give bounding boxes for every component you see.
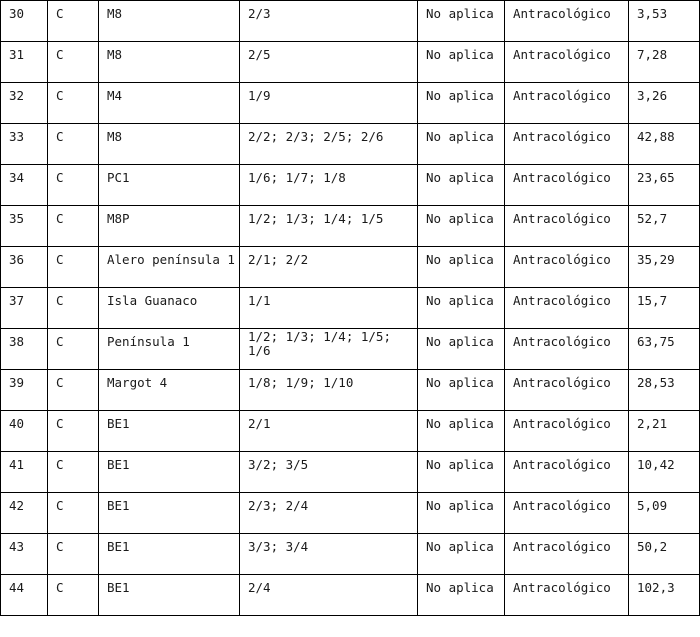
cell-num [1, 83, 48, 124]
cell-value [629, 370, 700, 411]
table-row [1, 575, 700, 616]
cell-analysis-text: Antracológico [513, 252, 611, 267]
cell-num [1, 452, 48, 493]
cell-value-text: 3,26 [637, 88, 668, 103]
cell-status-text: No aplica [426, 170, 494, 185]
table-row [1, 370, 700, 411]
cell-analysis [505, 452, 629, 493]
cell-status [418, 42, 505, 83]
cell-refs-text: 1/8; 1/9; 1/10 [248, 375, 354, 390]
cell-num-text: 42 [9, 498, 25, 513]
cell-refs-text: 2/1; 2/2 [248, 252, 309, 267]
cell-site [99, 165, 240, 206]
cell-refs-text: 2/4 [248, 580, 271, 595]
cell-value [629, 452, 700, 493]
cell-status [418, 288, 505, 329]
cell-refs-text: 2/5 [248, 47, 271, 62]
cell-value [629, 575, 700, 616]
table-row [1, 165, 700, 206]
cell-value [629, 165, 700, 206]
cell-refs-text: 2/2; 2/3; 2/5; 2/6 [248, 129, 384, 144]
cell-site-text: BE1 [107, 580, 130, 595]
cell-status [418, 1, 505, 42]
cell-analysis-text: Antracológico [513, 293, 611, 308]
cell-status [418, 452, 505, 493]
cell-num [1, 165, 48, 206]
cell-site-text: M8P [107, 211, 130, 226]
cell-num-text: 41 [9, 457, 25, 472]
cell-site [99, 534, 240, 575]
cell-site [99, 329, 240, 370]
cell-type-text: C [56, 539, 64, 554]
cell-status [418, 411, 505, 452]
cell-value-text: 15,7 [637, 293, 668, 308]
cell-type-text: C [56, 334, 64, 349]
cell-status-text: No aplica [426, 88, 494, 103]
cell-analysis-text: Antracológico [513, 580, 611, 595]
table-body [1, 1, 700, 616]
cell-type-text: C [56, 498, 64, 513]
cell-refs [240, 124, 418, 165]
cell-value-text: 28,53 [637, 375, 675, 390]
table-row [1, 42, 700, 83]
cell-refs [240, 493, 418, 534]
cell-type [48, 411, 99, 452]
cell-analysis-text: Antracológico [513, 211, 611, 226]
cell-site-text: M8 [107, 6, 123, 21]
cell-site-text: Isla Guanaco [107, 293, 198, 308]
cell-refs [240, 452, 418, 493]
cell-num [1, 288, 48, 329]
cell-value-text: 3,53 [637, 6, 668, 21]
cell-num-text: 34 [9, 170, 25, 185]
cell-value-text: 52,7 [637, 211, 668, 226]
cell-num [1, 575, 48, 616]
cell-analysis [505, 288, 629, 329]
cell-refs [240, 329, 418, 370]
cell-analysis-text: Antracológico [513, 129, 611, 144]
cell-value [629, 493, 700, 534]
cell-type-text: C [56, 88, 64, 103]
cell-type-text: C [56, 170, 64, 185]
cell-type [48, 124, 99, 165]
cell-site-text: Península 1 [107, 334, 190, 349]
cell-type [48, 575, 99, 616]
cell-refs [240, 1, 418, 42]
cell-refs-text: 3/2; 3/5 [248, 457, 309, 472]
cell-site [99, 1, 240, 42]
cell-analysis-text: Antracológico [513, 498, 611, 513]
cell-type-text: C [56, 580, 64, 595]
cell-site-text: BE1 [107, 416, 130, 431]
cell-status-text: No aplica [426, 375, 494, 390]
cell-site-text: BE1 [107, 457, 130, 472]
cell-refs [240, 206, 418, 247]
cell-site [99, 247, 240, 288]
cell-type-text: C [56, 47, 64, 62]
cell-num-text: 31 [9, 47, 25, 62]
cell-value-text: 5,09 [637, 498, 668, 513]
cell-site [99, 575, 240, 616]
cell-analysis [505, 206, 629, 247]
cell-site [99, 370, 240, 411]
cell-num-text: 33 [9, 129, 25, 144]
cell-value-text: 2,21 [637, 416, 668, 431]
cell-analysis-text: Antracológico [513, 47, 611, 62]
cell-status [418, 370, 505, 411]
cell-site [99, 452, 240, 493]
table-row [1, 411, 700, 452]
cell-analysis [505, 42, 629, 83]
cell-status [418, 124, 505, 165]
cell-refs [240, 370, 418, 411]
cell-refs-text: 2/3 [248, 6, 271, 21]
table-row [1, 247, 700, 288]
cell-analysis [505, 247, 629, 288]
cell-site-text: M4 [107, 88, 123, 103]
cell-site-text: M8 [107, 129, 123, 144]
cell-status [418, 575, 505, 616]
cell-site [99, 83, 240, 124]
cell-analysis-text: Antracológico [513, 88, 611, 103]
cell-num-text: 35 [9, 211, 25, 226]
cell-refs-text: 3/3; 3/4 [248, 539, 309, 554]
cell-analysis [505, 370, 629, 411]
cell-refs [240, 165, 418, 206]
cell-type [48, 165, 99, 206]
cell-num [1, 329, 48, 370]
cell-site-text: BE1 [107, 498, 130, 513]
cell-type-text: C [56, 211, 64, 226]
table-row [1, 329, 700, 370]
cell-refs [240, 411, 418, 452]
cell-value [629, 534, 700, 575]
cell-analysis-text: Antracológico [513, 539, 611, 554]
table-row [1, 288, 700, 329]
cell-type-text: C [56, 416, 64, 431]
cell-site [99, 42, 240, 83]
cell-status-text: No aplica [426, 47, 494, 62]
cell-refs [240, 83, 418, 124]
cell-analysis [505, 411, 629, 452]
cell-refs [240, 288, 418, 329]
cell-status-text: No aplica [426, 498, 494, 513]
cell-analysis [505, 124, 629, 165]
cell-type-text: C [56, 6, 64, 21]
cell-num [1, 1, 48, 42]
cell-value-text: 63,75 [637, 334, 675, 349]
cell-value [629, 124, 700, 165]
cell-type [48, 42, 99, 83]
cell-num-text: 32 [9, 88, 25, 103]
cell-status [418, 247, 505, 288]
cell-type-text: C [56, 129, 64, 144]
table-row [1, 493, 700, 534]
cell-num-text: 30 [9, 6, 25, 21]
cell-refs [240, 534, 418, 575]
cell-value-text: 23,65 [637, 170, 675, 185]
cell-status-text: No aplica [426, 416, 494, 431]
cell-value-text: 7,28 [637, 47, 668, 62]
cell-refs-text: 1/1 [248, 293, 271, 308]
cell-status-text: No aplica [426, 252, 494, 267]
cell-refs-text: 1/6; 1/7; 1/8 [248, 170, 346, 185]
cell-value [629, 1, 700, 42]
cell-value [629, 329, 700, 370]
cell-type [48, 1, 99, 42]
cell-value [629, 206, 700, 247]
cell-site [99, 493, 240, 534]
cell-num [1, 534, 48, 575]
table-row [1, 534, 700, 575]
cell-value [629, 411, 700, 452]
cell-refs-text: 2/3; 2/4 [248, 498, 309, 513]
cell-analysis [505, 329, 629, 370]
cell-status-text: No aplica [426, 293, 494, 308]
cell-site [99, 206, 240, 247]
table-row [1, 206, 700, 247]
cell-analysis [505, 83, 629, 124]
cell-status [418, 165, 505, 206]
cell-num-text: 43 [9, 539, 25, 554]
cell-status-text: No aplica [426, 6, 494, 21]
cell-analysis-text: Antracológico [513, 6, 611, 21]
cell-site-text: Margot 4 [107, 375, 168, 390]
cell-analysis-text: Antracológico [513, 416, 611, 431]
cell-analysis [505, 493, 629, 534]
cell-type [48, 329, 99, 370]
table-row [1, 1, 700, 42]
cell-status [418, 534, 505, 575]
cell-status [418, 493, 505, 534]
cell-site-text: BE1 [107, 539, 130, 554]
cell-type [48, 493, 99, 534]
cell-analysis-text: Antracológico [513, 375, 611, 390]
cell-type-text: C [56, 375, 64, 390]
cell-type [48, 83, 99, 124]
cell-type-text: C [56, 457, 64, 472]
cell-num [1, 42, 48, 83]
cell-site-text: PC1 [107, 170, 130, 185]
cell-num [1, 411, 48, 452]
cell-analysis [505, 575, 629, 616]
cell-type [48, 534, 99, 575]
table-row [1, 124, 700, 165]
cell-num [1, 206, 48, 247]
cell-num-text: 44 [9, 580, 25, 595]
cell-num-text: 36 [9, 252, 25, 267]
cell-value [629, 288, 700, 329]
cell-num-text: 39 [9, 375, 25, 390]
cell-num-text: 37 [9, 293, 25, 308]
cell-status-text: No aplica [426, 211, 494, 226]
cell-status [418, 206, 505, 247]
cell-num [1, 124, 48, 165]
cell-status-text: No aplica [426, 129, 494, 144]
cell-analysis [505, 165, 629, 206]
cell-status [418, 329, 505, 370]
cell-status-text: No aplica [426, 334, 494, 349]
cell-type-text: C [56, 252, 64, 267]
table-row [1, 83, 700, 124]
cell-type [48, 247, 99, 288]
cell-site [99, 124, 240, 165]
cell-value-text: 35,29 [637, 252, 675, 267]
cell-status [418, 83, 505, 124]
cell-refs [240, 575, 418, 616]
cell-num [1, 493, 48, 534]
cell-status-text: No aplica [426, 539, 494, 554]
cell-analysis-text: Antracológico [513, 334, 611, 349]
cell-status-text: No aplica [426, 457, 494, 472]
cell-site [99, 411, 240, 452]
cell-status-text: No aplica [426, 580, 494, 595]
cell-value [629, 42, 700, 83]
cell-site-text: M8 [107, 47, 123, 62]
cell-value-text: 102,3 [637, 580, 675, 595]
cell-num-text: 40 [9, 416, 25, 431]
cell-analysis-text: Antracológico [513, 457, 611, 472]
cell-type [48, 370, 99, 411]
cell-value-text: 50,2 [637, 539, 668, 554]
cell-value [629, 83, 700, 124]
cell-type [48, 452, 99, 493]
cell-analysis-text: Antracológico [513, 170, 611, 185]
cell-refs [240, 247, 418, 288]
cell-refs-text: 1/2; 1/3; 1/4; 1/5; 1/6 [248, 329, 399, 358]
cell-refs-text: 2/1 [248, 416, 271, 431]
cell-num [1, 247, 48, 288]
cell-value-text: 42,88 [637, 129, 675, 144]
cell-num [1, 370, 48, 411]
cell-value-text: 10,42 [637, 457, 675, 472]
cell-value [629, 247, 700, 288]
cell-analysis [505, 1, 629, 42]
cell-type-text: C [56, 293, 64, 308]
cell-analysis [505, 534, 629, 575]
cell-num-text: 38 [9, 334, 25, 349]
cell-site [99, 288, 240, 329]
cell-refs [240, 42, 418, 83]
cell-type [48, 206, 99, 247]
table-row [1, 452, 700, 493]
cell-refs-text: 1/2; 1/3; 1/4; 1/5 [248, 211, 384, 226]
cell-site-text: Alero península 1 [107, 252, 235, 267]
cell-type [48, 288, 99, 329]
cell-refs-text: 1/9 [248, 88, 271, 103]
